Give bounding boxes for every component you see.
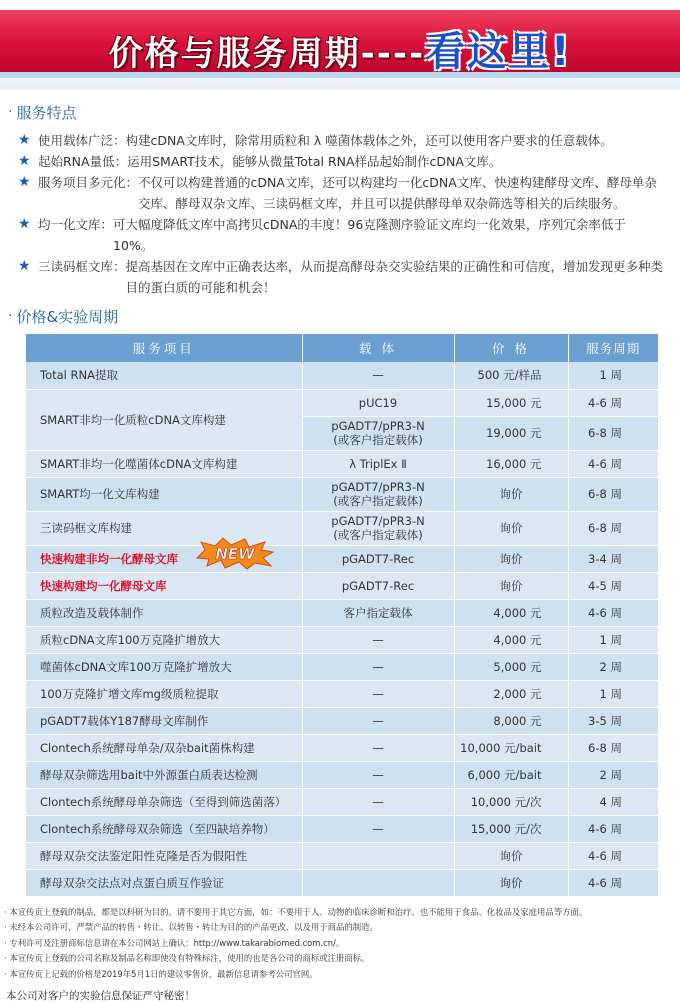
cell-vector: — (302, 362, 454, 389)
vector-note: (或客户指定载体) (333, 494, 423, 508)
cell-vector (302, 416, 454, 450)
cell-item: Clontech系统酵母单杂筛选（至得到筛选菌落） (26, 788, 302, 815)
cell-price: 6,000 元/bait (454, 761, 568, 788)
cell-item: 质粒cDNA文库100万克隆扩增放大 (26, 626, 302, 653)
star-icon: ★ (18, 153, 31, 169)
cell-vector: — (302, 734, 454, 761)
note-line: · 本宣传页上记载的价格是2019年5月1日的建议零售价，最新信息请参考公司官网。 (4, 968, 318, 979)
cell-item: Clontech系统酵母双杂筛选（至四缺培养物） (26, 815, 302, 842)
vector-note: (或客户指定载体) (333, 433, 423, 447)
cell-period: 1 周 (568, 626, 658, 653)
table-row (26, 450, 658, 477)
cell-period: 4-6 周 (568, 815, 658, 842)
feature-title: 起始RNA量低： (38, 154, 128, 169)
column-header: 载 体 (302, 334, 454, 362)
cell-period: 4-6 周 (568, 599, 658, 626)
banner (0, 0, 680, 90)
cell-price: 15,000 元/次 (454, 815, 568, 842)
cell-item: 快速构建均一化酵母文库 (26, 572, 302, 599)
table-row (26, 842, 658, 869)
cell-period: 4-6 周 (568, 389, 658, 416)
section-bullet-icon: · (8, 104, 13, 120)
cell-price: 询价 (454, 477, 568, 511)
cell-item: 酵母双杂交法点对点蛋白质互作验证 (26, 869, 302, 896)
table-row (26, 761, 658, 788)
feature-item (18, 214, 666, 256)
cell-period: 1 周 (568, 362, 658, 389)
feature-title: 服务项目多元化： (38, 175, 139, 190)
cell-vector: pUC19 (302, 389, 454, 416)
feature-body: 不仅可以构建普通的cDNA文库，还可以构建均一化cDNA文库、快速构建酵母文库、酵母单杂交库、酵母双杂文库、三读码框文库，并且可以提供酵母单双杂筛选等相关的后续服务。 (138, 175, 657, 211)
cell-item: SMART非均一化质粒cDNA文库构建 (26, 389, 302, 450)
table-row (26, 734, 658, 761)
feature-body: 可大幅度降低文库中高拷贝cDNA的丰度！96克隆测序验证文库均一化效果，序列冗余率低于10%。 (113, 217, 626, 253)
new-badge (195, 536, 275, 570)
pricing-table (26, 334, 658, 897)
column-header: 服务周期 (568, 334, 658, 362)
cell-item: SMART非均一化噬菌体cDNA文库构建 (26, 450, 302, 477)
star-icon: ★ (18, 258, 31, 274)
cell-price: 10,000 元/bait (454, 734, 568, 761)
banner-title (0, 20, 680, 77)
cell-period: 6-8 周 (568, 734, 658, 761)
cell-price: 询价 (454, 869, 568, 896)
cell-price: 15,000 元 (454, 389, 568, 416)
feature-item (18, 256, 666, 298)
cell-item: Total RNA提取 (26, 362, 302, 389)
table-row (26, 815, 658, 842)
cell-item: 酵母双杂交法鉴定阳性克隆是否为假阳性 (26, 842, 302, 869)
cell-price: 5,000 元 (454, 653, 568, 680)
cell-item: pGADT7载体Y187酵母文库制作 (26, 707, 302, 734)
cell-price: 询价 (454, 545, 568, 572)
cell-item: 三读码框文库构建 (26, 511, 302, 545)
cell-period: 4-5 周 (568, 572, 658, 599)
table-row (26, 572, 658, 599)
cell-vector (302, 869, 454, 896)
cell-item: 100万克隆扩增文库mg级质粒提取 (26, 680, 302, 707)
cell-price: 16,000 元 (454, 450, 568, 477)
table-row (26, 707, 658, 734)
cell-vector: — (302, 815, 454, 842)
cell-price: 询价 (454, 842, 568, 869)
table-row (26, 680, 658, 707)
column-header: 价 格 (454, 334, 568, 362)
confidentiality-footer: 本公司对客户的实验信息保证严守秘密！ (6, 990, 195, 1002)
feature-item (18, 172, 666, 214)
note-line: · 专利许可及注册商标信息请在本公司网站上确认：http://www.takarabiomed.com.cn/。 (4, 937, 345, 948)
cell-period: 6-8 周 (568, 416, 658, 450)
cell-period: 3-4 周 (568, 545, 658, 572)
cell-price: 500 元/样品 (454, 362, 568, 389)
note-line: · 本宣传页上登载的制品，都是以科研为目的。请不要用于其它方面，如：不要用于人、动物的临床诊断和治疗。也不能用于食品、化妆品及家庭用品等方面。 (4, 906, 588, 917)
star-icon: ★ (18, 216, 31, 232)
table-row (26, 869, 658, 896)
cell-item: SMART均一化文库构建 (26, 477, 302, 511)
cell-vector: pGADT7-Rec (302, 572, 454, 599)
cell-item: 酵母双杂筛选用bait中外源蛋白质表达检测 (26, 761, 302, 788)
cell-period: 4-6 周 (568, 450, 658, 477)
cell-price: 2,000 元 (454, 680, 568, 707)
star-icon: ★ (18, 132, 31, 148)
cell-vector: — (302, 626, 454, 653)
cell-period: 6-8 周 (568, 511, 658, 545)
cell-price: 19,000 元 (454, 416, 568, 450)
column-header: 服务项目 (26, 334, 302, 362)
cell-vector (302, 477, 454, 511)
cell-vector: 客户指定载体 (302, 599, 454, 626)
section-pricing-heading (0, 304, 680, 328)
feature-item (18, 130, 666, 151)
cell-price: 4,000 元 (454, 599, 568, 626)
cell-vector: — (302, 653, 454, 680)
note-line: · 本宣传页上登载的公司名称及制品名称即使没有特殊标注，使用的也是各公司的商标或注册商标。 (4, 953, 370, 963)
cell-period: 4-6 周 (568, 869, 658, 896)
section-title: 服务特点 (16, 103, 77, 122)
feature-body: 运用SMART技术，能够从微量Total RNA样品起始制作cDNA文库。 (127, 154, 502, 169)
vector-name: pGADT7/pPR3-N (331, 480, 425, 494)
cell-vector: — (302, 680, 454, 707)
banner-title-main: 价格与服务周期---- (108, 34, 426, 74)
cell-item: 快速构建非均一化酵母文库 (26, 545, 302, 572)
cell-period: 6-8 周 (568, 477, 658, 511)
cell-period: 3-5 周 (568, 707, 658, 734)
feature-item (18, 151, 666, 172)
table-row (26, 477, 658, 511)
cell-period: 2 周 (568, 653, 658, 680)
cell-period: 4 周 (568, 788, 658, 815)
disclaimer-notes (4, 905, 680, 983)
section-bullet-icon: · (8, 308, 13, 324)
feature-body: 提高基因在文库中正确表达率，从而提高酵母杂交实验结果的正确性和可信度，增加发现更多种类目的蛋白质的可能和机会！ (125, 259, 664, 295)
cell-item: 噬菌体cDNA文库100万克隆扩增放大 (26, 653, 302, 680)
cell-vector: pGADT7-Rec (302, 545, 454, 572)
table-row (26, 362, 658, 389)
table-row (26, 511, 658, 545)
note-line: · 未经本公司许可，严禁产品的转售・转让、以转售・转让为目的的产品更改、以及用于商品的制造。 (4, 922, 378, 932)
cell-price: 询价 (454, 572, 568, 599)
vector-name: pGADT7/pPR3-N (331, 419, 425, 433)
cell-price: 询价 (454, 511, 568, 545)
star-icon: ★ (18, 174, 31, 190)
cell-vector: — (302, 761, 454, 788)
cell-item: 质粒改造及载体制作 (26, 599, 302, 626)
vector-name: pGADT7/pPR3-N (331, 514, 425, 528)
cell-price: 4,000 元 (454, 626, 568, 653)
features-list (0, 124, 680, 298)
vector-note: (或客户指定载体) (333, 528, 423, 542)
table-header-row (26, 334, 658, 362)
cell-vector: — (302, 707, 454, 734)
cell-period: 1 周 (568, 680, 658, 707)
banner-title-highlight: 看这里! (425, 29, 572, 75)
table-row (26, 389, 658, 416)
cell-price: 8,000 元 (454, 707, 568, 734)
cell-period: 2 周 (568, 761, 658, 788)
cell-item: Clontech系统酵母单杂/双杂bait菌株构建 (26, 734, 302, 761)
feature-body: 构建cDNA文库时，除常用质粒和 λ 噬菌体载体之外，还可以使用客户要求的任意载体。 (125, 133, 613, 148)
cell-vector (302, 511, 454, 545)
feature-title: 三读码框文库： (38, 259, 126, 274)
new-badge-text: NEW (215, 545, 255, 563)
cell-price: 10,000 元/次 (454, 788, 568, 815)
section-features-heading (0, 100, 680, 124)
cell-vector (302, 842, 454, 869)
cell-vector: λ TriplEx Ⅱ (302, 450, 454, 477)
table-row (26, 545, 658, 572)
cell-vector: — (302, 788, 454, 815)
section-title: 价格&实验周期 (16, 307, 119, 326)
feature-title: 使用载体广泛： (38, 133, 126, 148)
table-row (26, 788, 658, 815)
table-row (26, 626, 658, 653)
feature-title: 均一化文库： (38, 217, 114, 232)
table-row (26, 653, 658, 680)
table-row (26, 599, 658, 626)
cell-period: 4-6 周 (568, 842, 658, 869)
